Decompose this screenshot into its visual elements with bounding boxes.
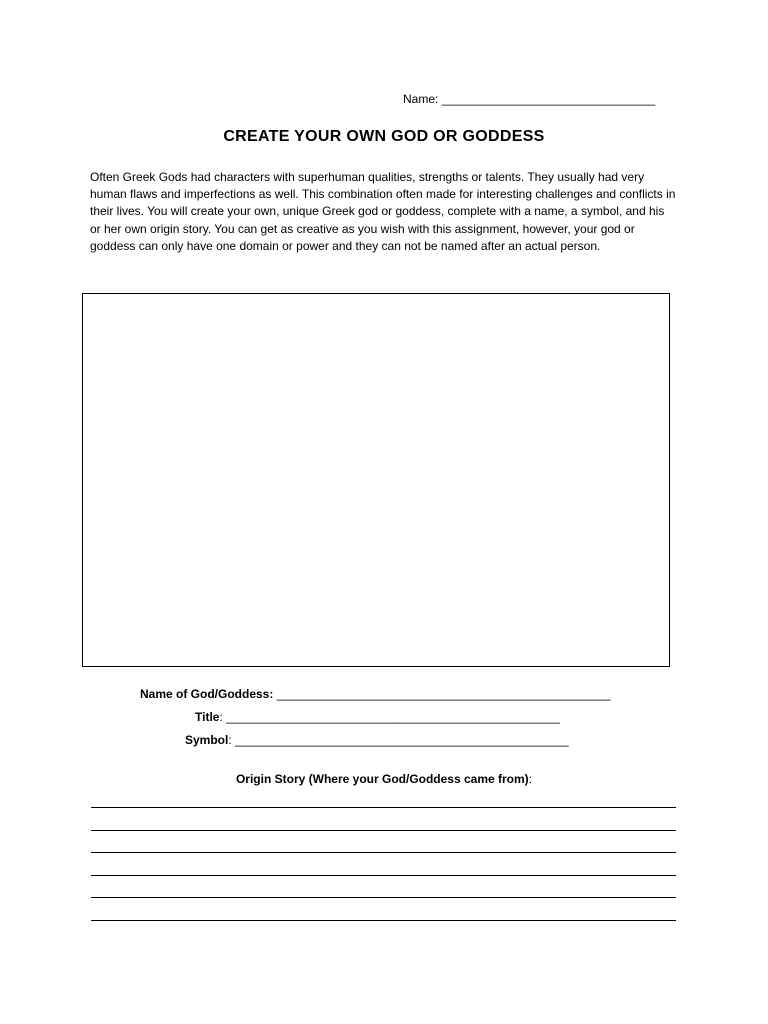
worksheet-title: CREATE YOUR OWN GOD OR GODDESS (223, 128, 545, 145)
origin-writing-line (91, 830, 676, 831)
god-title-colon: : (219, 710, 223, 724)
origin-writing-line (91, 875, 676, 876)
god-title-blank: __________________________________________________ (226, 710, 560, 724)
drawing-box (82, 293, 670, 667)
god-symbol-label: Symbol (185, 733, 229, 747)
origin-writing-line (91, 807, 676, 808)
god-symbol-blank: __________________________________________________ (235, 733, 569, 747)
god-title-label: Title (195, 710, 220, 724)
god-symbol-field (185, 733, 569, 747)
god-title-field (195, 710, 560, 724)
origin-story-label: Origin Story (Where your God/Goddess came from) (235, 772, 529, 786)
origin-writing-line (91, 920, 676, 921)
origin-story-colon: : (528, 772, 533, 786)
origin-writing-line (91, 852, 676, 853)
god-symbol-colon: : (228, 733, 232, 747)
intro-paragraph: Often Greek Gods had characters with superhuman qualities, strengths or talents. They usually had very human flaws and imperfections as well. This combination often made for interesting challenges and conflicts in their lives. You will create your own, unique Greek god or goddess, complete with a name, a symbol, and his or her own origin story. You can get as creative as you wish with this assignment, however, your god or goddess can only have one domain or power and they can not be named after an actual person. (90, 170, 676, 253)
origin-writing-line (91, 897, 676, 898)
student-name-line (403, 92, 655, 106)
god-name-label: Name of God/Goddess: (140, 687, 274, 701)
student-name-blank: ________________________________ (441, 92, 656, 106)
origin-story-heading (0, 772, 768, 786)
god-name-field (140, 687, 610, 701)
student-name-label: Name: (403, 92, 439, 106)
god-name-blank: __________________________________________________ (276, 687, 611, 701)
